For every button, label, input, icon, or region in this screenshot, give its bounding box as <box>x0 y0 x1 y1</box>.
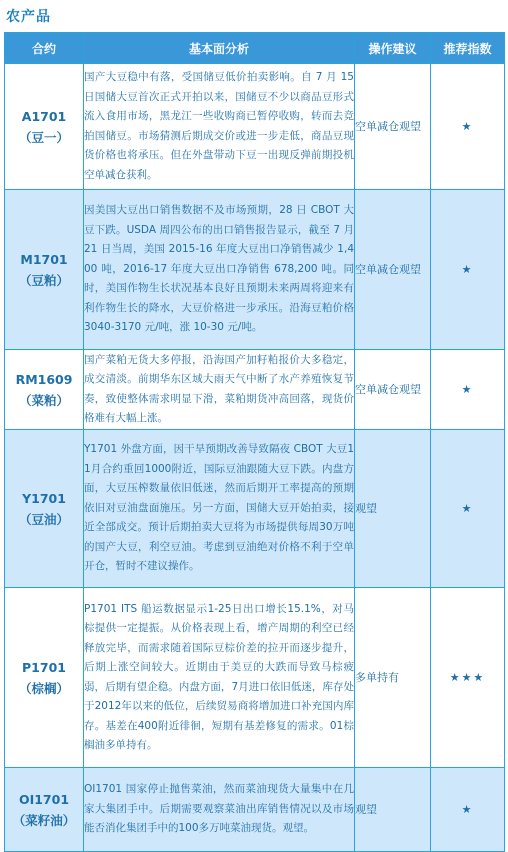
table-row-a1701 <box>5 64 505 190</box>
analysis-cell: P1701 ITS 船运数据显示1-25日出口增长15.1%，对马棕提供一定提振。从价格表现上看，增产周期的利空已经释放完毕，而需求随着国际豆棕价差的拉开而逐步提升，后期上涨空间较大。近期由于美豆的大跌而导致马棕疲弱，后期有望企稳。内盘方面，7月进口依旧低迷，库存处于2012年以来的低位，后续贸易商将增加进口补充国内库存。基差在400附近徘徊，短期有基差修复的需求。01棕榈油多单持有。 <box>84 588 355 768</box>
rating-stars: ★ <box>431 430 505 588</box>
contract-cell <box>5 190 84 350</box>
contract-code: RM1609 <box>15 371 73 387</box>
table-row-y1701 <box>5 430 505 588</box>
contract-name: （棕榈） <box>18 680 69 696</box>
analysis-cell: OI1701 国家停止抛售菜油，然而菜油现货大量集中在几家大集团手中。后期需要观察菜油出库销售情况以及市场能否消化集团手中的100多万吨菜油现货。观望。 <box>84 768 355 852</box>
contract-name: （豆一） <box>18 129 69 145</box>
contract-code: P1701 <box>22 659 66 675</box>
rating-stars: ★ <box>431 768 505 852</box>
rating-stars: ★ <box>431 190 505 350</box>
table-row-rm1609 <box>5 350 505 430</box>
analysis-cell: 国产菜粕无货大多停报，沿海国产加籽粕报价大多稳定，成交清淡。前期华东区域大雨天气中断了水产养殖恢复节奏，致使整体需求明显下滑，菜粕期货冲高回落，现货价格难有大幅上涨。 <box>84 350 355 430</box>
advice-cell: 空单减仓观望 <box>355 64 431 190</box>
contract-name: （菜籽油） <box>12 812 76 828</box>
table-row-m1701 <box>5 190 505 350</box>
header-advice: 操作建议 <box>355 33 431 64</box>
analysis-cell: 国产大豆稳中有落，受国储豆低价拍卖影响。自 7 月 15 日国储大豆首次正式开拍以来，国储豆不少以商品豆形式流入食用市场，黑龙江一些收购商已暂停收购，转而去竞拍国储豆。市场猜测后期成交价或进一步走低，商品豆现货价格也将承压。但在外盘带动下豆一出现反弹前期投机空单减仓获利。 <box>84 64 355 190</box>
contract-cell <box>5 350 84 430</box>
advice-cell: 观望 <box>355 430 431 588</box>
table-row-oi1701 <box>5 768 505 852</box>
contract-cell <box>5 588 84 768</box>
advice-cell: 多单持有 <box>355 588 431 768</box>
contract-code: Y1701 <box>22 490 66 506</box>
contract-cell <box>5 430 84 588</box>
header-rating: 推荐指数 <box>431 33 505 64</box>
section-title: 农产品 <box>6 9 51 25</box>
contract-code: OI1701 <box>18 791 70 807</box>
recommendation-table <box>4 32 505 852</box>
rating-stars: ★ <box>431 64 505 190</box>
contract-cell <box>5 64 84 190</box>
contract-name: （豆粕） <box>18 272 69 288</box>
contract-code: M1701 <box>20 251 68 267</box>
rating-stars: ★★★ <box>431 588 505 768</box>
contract-code: A1701 <box>21 108 67 124</box>
analysis-cell: 因美国大豆出口销售数据不及市场预期，28 日 CBOT 大豆下跌。USDA 周四公布的出口销售报告显示，截至 7 月 21 日当周，美国 2015-16 年度大豆出口净销售减少 1,400 吨，2016-17 年度大豆出口净销售 678,200 吨。同时，美国作物生长状况基本良好且预期未来两周将迎来有利作物生长的降水，大豆价格进一步承压。沿海豆粕价格 3040-3170 元/吨，涨 10-30 元/吨。 <box>84 190 355 350</box>
table-header-row <box>5 33 505 64</box>
header-analysis: 基本面分析 <box>84 33 355 64</box>
contract-name: （菜粕） <box>18 392 69 408</box>
advice-cell: 观望 <box>355 768 431 852</box>
table-row-p1701 <box>5 588 505 768</box>
advice-cell: 空单减仓观望 <box>355 350 431 430</box>
rating-stars: ★ <box>431 350 505 430</box>
contract-name: （豆油） <box>18 511 69 527</box>
header-contract: 合约 <box>5 33 84 64</box>
advice-cell: 空单减仓观望 <box>355 190 431 350</box>
analysis-cell: Y1701 外盘方面，因干旱预期改善导致隔夜 CBOT 大豆11月合约重回1000附近，国际豆油跟随大豆下跌。内盘方面，大豆压榨数量依旧低迷，然而后期开工率提高的预期依旧对豆油盘面施压。另一方面，国储大豆开始拍卖，接近全部成交。预计后期拍卖大豆将为市场提供每周30万吨的国产大豆，利空豆油。考虑到豆油绝对价格不利于空单开仓，暂时不建议操作。 <box>84 430 355 588</box>
contract-cell <box>5 768 84 852</box>
